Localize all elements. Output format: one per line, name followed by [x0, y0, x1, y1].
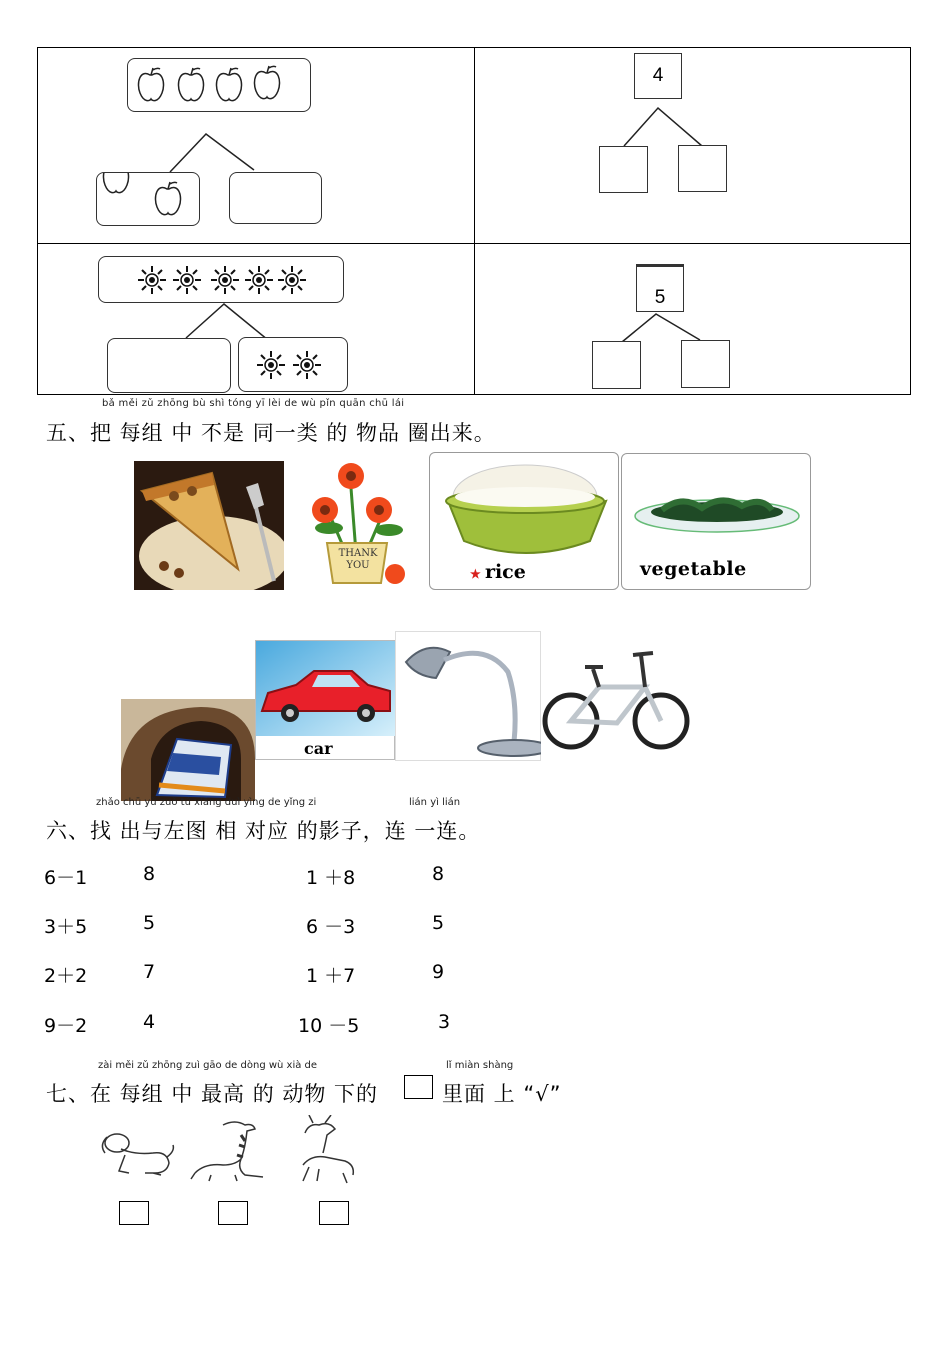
right-expression[interactable]: 6 －3 [306, 916, 356, 938]
lamp-image[interactable] [395, 631, 541, 761]
vegetable-plate-icon [622, 454, 812, 554]
left-answer[interactable]: 5 [143, 912, 156, 934]
apples-total-box [127, 58, 311, 112]
number-box-4: 4 [634, 53, 682, 99]
number-4-branch-lines [618, 104, 728, 150]
train-image[interactable] [121, 699, 255, 801]
apples-part-box-right[interactable] [229, 172, 322, 224]
left-answer[interactable]: 4 [143, 1011, 156, 1033]
left-expression[interactable]: 6－1 [44, 867, 88, 889]
right-expression[interactable]: 1 ＋8 [306, 867, 356, 889]
left-expression[interactable]: 3＋5 [44, 916, 88, 938]
animals-image [95, 1115, 360, 1185]
pie-icon [134, 461, 284, 590]
suns-part-box-left[interactable] [107, 338, 231, 393]
rice-card[interactable] [429, 452, 619, 590]
thank-you-text: THANK YOU [338, 548, 378, 571]
car-icon [256, 641, 396, 736]
table-divider-vertical [474, 48, 475, 394]
section7-pinyin-a: zài měi zǔ zhōng zuì gāo de dòng wù xià de [98, 1060, 318, 1071]
rice-bowl-icon [430, 453, 620, 563]
apple-icons-two [97, 173, 201, 227]
section7-title-b: 里面 上 “√” [442, 1082, 562, 1106]
apple-icons [128, 59, 312, 113]
desk-lamp-icon [396, 632, 542, 762]
right-answer[interactable]: 3 [438, 1011, 451, 1033]
section6-pinyin-b: lián yì lián [409, 797, 461, 808]
number-5-part-right[interactable] [681, 340, 730, 388]
dog-giraffe-deer-icon [95, 1115, 360, 1185]
answer-box-giraffe[interactable] [218, 1201, 248, 1225]
section6-pinyin-a: zhǎo chū yǔ zuǒ tú xiāng duì yìng de yǐng zi [96, 797, 317, 808]
number-4-part-left[interactable] [599, 146, 648, 193]
left-answer[interactable]: 8 [143, 863, 156, 885]
left-expression[interactable]: 2＋2 [44, 965, 88, 987]
left-expression[interactable]: 9－2 [44, 1015, 88, 1037]
right-answer[interactable]: 9 [432, 961, 445, 983]
table-divider-horizontal [38, 243, 910, 244]
sun-icons [99, 257, 345, 304]
suns-total-box [98, 256, 344, 303]
number-5-part-left[interactable] [592, 341, 641, 389]
answer-box-dog[interactable] [119, 1201, 149, 1225]
number-box-5: 5 [636, 264, 684, 312]
car-label: car [304, 739, 333, 758]
train-tunnel-icon [121, 699, 255, 801]
right-expression[interactable]: 10 －5 [298, 1015, 360, 1037]
right-answer[interactable]: 8 [432, 863, 445, 885]
inline-box-icon [404, 1075, 433, 1099]
number-4-part-right[interactable] [678, 145, 727, 192]
pie-image[interactable] [134, 461, 284, 590]
section5-pinyin: bǎ měi zǔ zhōng bù shì tóng yī lèi de wù pǐn quān chū lái [102, 398, 405, 409]
bicycle-icon [541, 637, 693, 761]
vegetable-label: vegetable [640, 558, 747, 580]
car-card[interactable] [255, 640, 395, 760]
answer-box-deer[interactable] [319, 1201, 349, 1225]
rice-label-text: rice [484, 561, 526, 583]
section6-title: 六、找 出与左图 相 对应 的影子，连 一连。 [46, 819, 481, 843]
section7-title-a: 七、在 每组 中 最高 的 动物 下的 [46, 1082, 379, 1106]
apples-branch-lines [158, 128, 298, 178]
right-answer[interactable]: 5 [432, 912, 445, 934]
sun-icons-two [239, 338, 349, 393]
bicycle-image[interactable] [541, 637, 693, 761]
section5-title: 五、把 每组 中 不是 同一类 的 物品 圈出来。 [46, 421, 496, 445]
apples-part-box-left [96, 172, 200, 226]
star-icon: ★ [470, 567, 485, 581]
section7-pinyin-b: lǐ miàn shàng [446, 1060, 514, 1071]
suns-part-box-right [238, 337, 348, 392]
left-answer[interactable]: 7 [143, 961, 156, 983]
decomposition-table [37, 47, 911, 395]
thank-you-flowers-image[interactable] [301, 458, 416, 588]
vegetable-card[interactable] [621, 453, 811, 590]
rice-label [470, 561, 526, 583]
right-expression[interactable]: 1 ＋7 [306, 965, 356, 987]
